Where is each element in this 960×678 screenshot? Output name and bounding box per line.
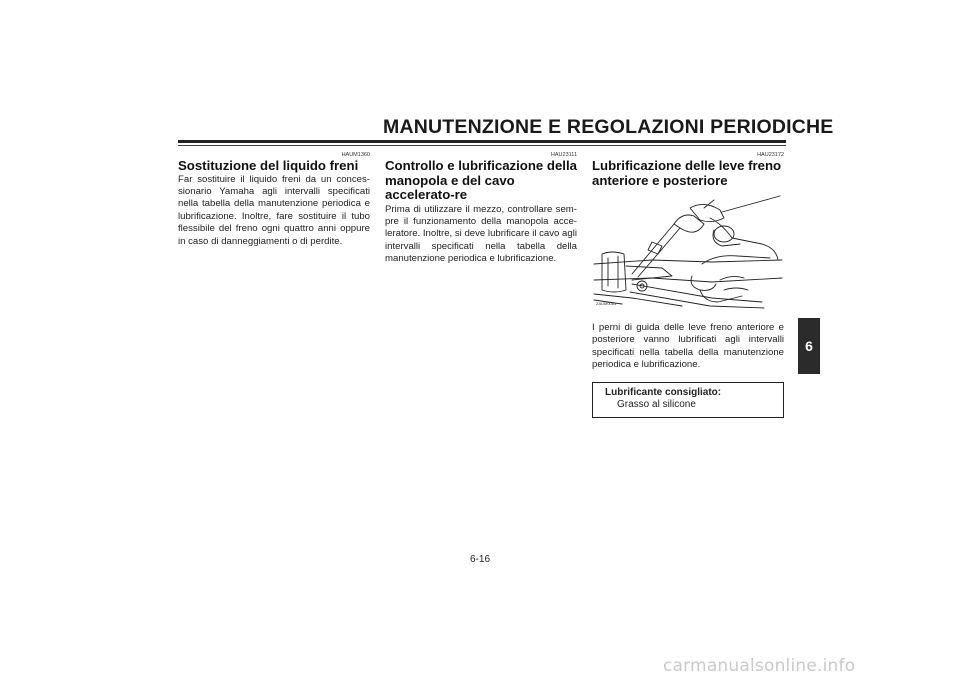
section-title: Sostituzione del liquido freni	[178, 158, 359, 173]
chapter-tab: 6	[798, 318, 820, 374]
illustration-code: ZAUM0081	[596, 301, 617, 306]
header-rule-thin	[178, 145, 786, 146]
section-code: HAU23111	[550, 152, 577, 158]
page-number: 6-16	[469, 554, 490, 565]
watermark: carmanualsonline.info	[663, 656, 856, 676]
lever-lubrication-illustration	[592, 194, 784, 314]
page-header-title: MANUTENZIONE E REGOLAZIONI PERIODICHE	[383, 116, 834, 138]
section-code: HAUM1360	[341, 152, 370, 158]
grease-gun-lever-drawing	[592, 194, 784, 314]
lubricant-label: Lubrificante consigliato:	[605, 386, 722, 398]
section-brake-fluid	[178, 152, 370, 248]
lubricant-value: Grasso al silicone	[617, 398, 696, 410]
section-body: Prima di utilizzare il mezzo, controllare sem-pre il funzionamento della manopola acce-leratore. Inoltre, si deve lubrificare il cavo agli intervalli specificati nella tabella della manutenzione periodica e lubrificazione.	[385, 203, 577, 265]
header-rule-thick	[178, 140, 786, 143]
section-body: Far sostituire il liquido freni da un conces-sionario Yamaha agli intervalli specificati nella tabella della manutenzione periodica e lubrificazione. Inoltre, fare sostituire il tubo flessibile del freno ogni quattro anni oppure in caso di danneggiamenti o di perdite.	[178, 173, 370, 247]
section-code: HAU23172	[757, 152, 784, 158]
section-title: Controllo e lubrificazione della manopola e del cavo accelerato-re	[385, 158, 577, 202]
section-throttle	[385, 152, 577, 266]
section-body: I perni di guida delle leve freno anteriore e posteriore vanno lubrificati agli intervalli specificati nella tabella della manutenzione periodica e lubrificazione.	[592, 322, 784, 371]
recommended-lubricant-box	[592, 382, 784, 418]
section-title: Lubrificazione delle leve freno anteriore e posteriore	[592, 158, 782, 188]
section-brake-levers	[592, 152, 784, 418]
